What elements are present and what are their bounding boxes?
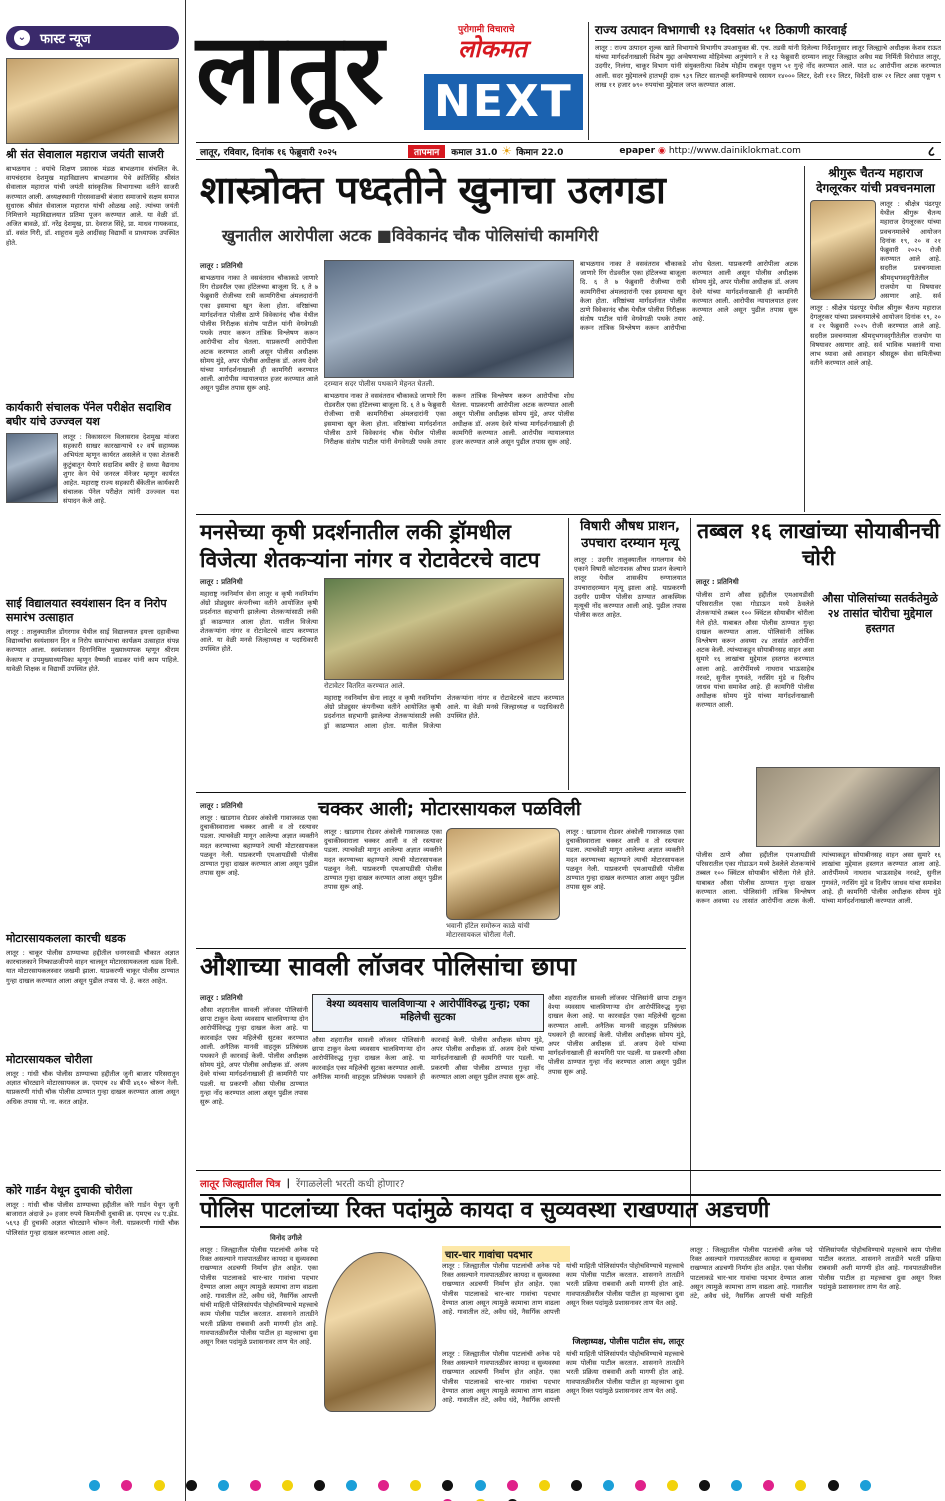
speaker-photo — [810, 200, 876, 300]
color-dot — [763, 1480, 774, 1491]
mns-headline: मनसेच्या कृषी प्रदर्शनातील लकी ड्रॉमधील विजेत्या शेतकऱ्यांना नांगर व रोटावेटरचे वाटप — [200, 520, 540, 572]
color-dot — [828, 1480, 839, 1491]
color-dot — [314, 1480, 325, 1491]
poison-story — [568, 518, 686, 790]
left-item-body: लातूर : तालुक्यातील डोंगरगाव येथील साई विद्यालयात इयत्ता दहावीच्या विद्यार्थ्यांचा स्वयंशासन दिन व निरोप समारंभाचा कार्यक्रम उत्साहात संपन्न करण्यात आला. स्वयंशासन दिनानिमित्त मुख्याध्यापक म्हणून श्रीराम केकाण व उपमुख्याध्यापिका म्हणून वैष्णवी वाडकर यांनी काम पाहिले. यावेळी शिक्षक व विद्यार्थी उपस्थित होते. — [6, 628, 179, 673]
color-dot — [442, 1480, 453, 1491]
left-item-title: मोटारसायकलला कारची धडक — [6, 932, 126, 945]
dizzy-body-1: लातूर : खाडगाव रोडवर अंकोली गावाजवळ एका दुचाकीस्वाराला चक्कर आली व तो रस्त्यावर पडला. त्याचवेळी मागून आलेल्या अज्ञात व्यक्तीने मदत करण्याच्या बहाण्याने त्याची मोटारसायकल पळवून नेली. याप्रकरणी एमआयडीसी पोलीस ठाण्यात गुन्हा दाखल करण्यात आला असून पुढील तपास सुरू आहे. — [200, 814, 318, 878]
dizzy-headline: चक्कर आली; मोटारसायकल पळविली — [318, 798, 581, 820]
soybean-story — [690, 518, 941, 1228]
feature-headline: पोलिस पाटलांच्या रिक्त पदांमुळे कायदा व सुव्यवस्था राखण्यात अडचणी — [200, 1194, 941, 1228]
dizzy-body-3: लातूर : खाडगाव रोडवर अंकोली गावाजवळ एका दुचाकीस्वाराला चक्कर आली व तो रस्त्यावर पडला. त्याचवेळी मागून आलेल्या अज्ञात व्यक्तीने मदत करण्याच्या बहाण्याने त्याची मोटारसायकल पळवून नेली. याप्रकरणी एमआयडीसी पोलीस ठाण्यात गुन्हा दाखल करण्यात आला असून पुढील तपास सुरू आहे. — [566, 828, 684, 892]
masthead-title: लातूर — [196, 13, 386, 125]
divider — [196, 1170, 941, 1171]
weather-label: तापमान — [408, 145, 445, 158]
soybean-body-2: पोलीस ठाणे औसा हद्दीतील एमआयडीसी परिसरातील एका गोडाऊन मध्ये ठेवलेले शेतकऱ्यांचे तब्बल १०० क्विंटल सोयाबीन चोरीला गेले होते. याबाबत औसा पोलीस ठाण्यात गुन्हा दाखल करण्यात आला. पोलिसांनी तांत्रिक विश्लेषण करून अवघ्या २४ तासांत आरोपींना अटक केली. त्यांच्याकडून सोयाबीनसह वाहन असा सुमारे १६ लाखांचा मुद्देमाल हस्तगत करण्यात आला आहे. आरोपींमध्ये नाथराव भाऊसाहेब नरवटे, सुनील गुणवंते, नरसिंग मुंडे व दिलीप जाधव यांचा समावेश आहे. ही कामगिरी पोलीस अधीक्षक सोमय मुंडे यांच्या मार्गदर्शनाखाली करण्यात आली. — [696, 851, 941, 906]
feature-quote-by: जिल्हाध्यक्ष, पोलीस पाटील संघ, लातूर — [572, 1337, 684, 1346]
lead-caption: दरम्यान सदर पोलीस पथकाने मेहनत घेतली. — [324, 380, 435, 388]
color-dot — [731, 1480, 742, 1491]
max-temp: कमाल 31.0 — [451, 147, 498, 158]
pravachan-body-side: लातूर : श्रीक्षेत्र पंढरपूर येथील श्रीगुरू चैतन्य महाराज देगलूरकर यांच्या प्रवचनमालेचे आयोजन दिनांक १९, २० व २१ फेब्रुवारी २०२५ रोजी करण्यात आले आहे. सदरील प्रवचनमाला श्रीमद्‌भगवद्‌गीतेतील राजयोग या विषयावर असणार आहे. सर्व — [880, 200, 941, 300]
person-photo — [6, 433, 58, 503]
left-item-body: लातूर : गांधी चौक पोलीस ठाण्याच्या हद्दीतील कोरे गार्डन येथून जुनी बाजारात अंदाजे ३० हजार रुपये किमतीची दुचाकी क्र. एमएच २४ ए.झेड. ५६९३ ही दुचाकी अज्ञात चोरट्याने चोरून नेली. याप्रकरणी गांधी चौक पोलिसांत गुन्हा दाखल करण्यात आला आहे. — [6, 1201, 179, 1237]
color-dot — [603, 1480, 614, 1491]
color-dot — [410, 1480, 421, 1491]
lead-body-col1: बाभळगाव नाका ते वसवंतराव चौकाकडे जाणारे रिंग रोडवरील एका हॉटेलच्या बाजूला दि. ६ ते ७ फेब्रुवारी रोजीच्या रात्री कामगिरीचा अंमलदारांनी एका इसमाचा खून केला होता. वरिष्ठांच्या मार्गदर्शनात पोलीस ठाणे विवेकानंद चौक येथील पोलीस निरीक्षक संतोष पाटील यांनी वेगवेगळी पथके तयार करून तांत्रिक विश्लेषण करून आरोपीचा शोध घेतला. याप्रकरणी आरोपीला अटक करण्यात आली असून पोलीस अधीक्षक सोमय मुंडे, अपर पोलीस अधीक्षक डॉ. अजय देवरे यांच्या मार्गदर्शनाखाली ही कामगिरी करण्यात आली. आरोपीस न्यायालयात हजर करण्यात आले असून पुढील तपास सुरू आहे. — [200, 274, 318, 393]
left-item-title: मोटारसायकल चोरीला — [6, 1053, 93, 1066]
color-dot — [795, 1480, 806, 1491]
pravachan-box — [804, 166, 941, 512]
banner-right: रेंगाळलेली भरती कधी होणार? — [296, 1179, 405, 1190]
color-dot — [282, 1480, 293, 1491]
feature-sub: चार-चार गावांचा पदभार — [442, 1246, 570, 1262]
registration-dots — [70, 1476, 890, 1492]
min-temp: किमान 22.0 — [516, 147, 564, 158]
color-dot — [667, 1480, 678, 1491]
lodge-body-3: औसा शहरातील सावली लॉजवर पोलिसांनी छापा टाकून वेश्या व्यवसाय चालविणाऱ्या दोन आरोपींविरुद्ध गुन्हा दाखल केला आहे. या कारवाईत एका महिलेची सुटका करण्यात आली. अनैतिक मानवी वाहतूक प्रतिबंधक पथकाने ही कारवाई केली. पोलीस अधीक्षक सोमय मुंडे, अपर पोलीस अधीक्षक डॉ. अजय देवरे यांच्या मार्गदर्शनाखाली ही कामगिरी पार पडली. या प्रकरणी औसा पोलीस ठाण्यात गुन्हा नोंद करण्यात आला असून पुढील तपास सुरू आहे. — [548, 994, 686, 1076]
mns-body-2: महाराष्ट्र नवनिर्माण सेना लातूर व कृषी नवनिर्माण ॲग्रो प्रोड्युसर कंपनीच्या वतीने आयोजित कृषी प्रदर्शनात सहभागी झालेल्या शेतकऱ्यांसाठी लकी ड्रॉ काढण्यात आला होता. यातील विजेत्या शेतकऱ्यांना नांगर व रोटावेटरचे वाटप करण्यात आले. या वेळी मनसे जिल्हाध्यक्ष व पदाधिकारी उपस्थित होते. — [324, 694, 564, 730]
brand-next: NEXT — [424, 74, 583, 130]
fast-news-label: फास्ट न्यूज — [40, 32, 91, 47]
lodge-body-2: औसा शहरातील सावली लॉजवर पोलिसांनी छापा टाकून वेश्या व्यवसाय चालविणाऱ्या दोन आरोपींविरुद्ध गुन्हा दाखल केला आहे. या कारवाईत एका महिलेची सुटका करण्यात आली. अनैतिक मानवी वाहतूक प्रतिबंधक पथकाने ही कारवाई केली. पोलीस अधीक्षक सोमय मुंडे, अपर पोलीस अधीक्षक डॉ. अजय देवरे यांच्या मार्गदर्शनाखाली ही कामगिरी पार पडली. या प्रकरणी औसा पोलीस ठाण्यात गुन्हा नोंद करण्यात आला असून पुढील तपास सुरू आहे. — [312, 1036, 544, 1081]
color-dot — [507, 1480, 518, 1491]
color-dot — [121, 1480, 132, 1491]
left-item-body: लातूर : विकासरत्न विलासराव देशमुख मांजरा सहकारी साखर कारखान्याचे १२ वर्ष सहाय्यक अभियंता म्हणून कार्यरत असलेले व एका शेतकरी कुटुंबातून येणारे सदाशिव बघीर हे सध्या वैद्यनाथ शुगर केन येथे जनरल मॅनेजर म्हणून कार्यरत आहेत. महाराष्ट्र राज्य सहकारी बँकेतील कार्यकारी संचालक पॅनेल परीक्षेत त्यांनी उज्ज्वल यश संपादन केले आहे. — [63, 433, 179, 506]
poison-body: लातूर : उदगीर तालुक्यातील नागलगाव येथे एकाने विषारी कोटनाशक औषध प्राशन केल्याने लातूर येथील शासकीय रुग्णालयात उपचारादरम्यान मृत्यू झाला आहे. याप्रकरणी उदगीर ग्रामीण पोलीस ठाण्यात आकस्मिक मृत्यूची नोंद करण्यात आली आहे. पुढील तपास पोलीस करत आहेत. — [574, 556, 686, 620]
left-item-title: कोरे गार्डन येथून दुचाकी चोरीला — [6, 1184, 133, 1197]
divider — [196, 514, 941, 515]
feature-body-4: लातूर : जिल्ह्यातील पोलीस पाटलांची अनेक पदे रिक्त असल्याने गावपातळीवर कायदा व सुव्यवस्था राखण्यात अडचणी निर्माण होत आहेत. एका पोलीस पाटलाकडे चार-चार गावांचा पदभार देण्यात आला असून त्यामुळे कामाचा ताण वाढला आहे. गावातील तंटे, अवैध धंदे, नैसर्गिक आपत्ती यांची माहिती पोलिसांपर्यंत पोहोचविण्याचे महत्त्वाचे काम पोलीस पाटील करतात. शासनाने तातडीने भरती प्रक्रिया राबवावी अशी मागणी होत आहे. गावपातळीवरील पोलीस पाटील हा महत्त्वाचा दुवा असून रिक्त पदांमुळे प्रशासनावर ताण येत आहे. — [690, 1246, 941, 1301]
lodge-byline: लातूर : प्रतिनिधी — [200, 994, 243, 1002]
divider — [196, 792, 686, 793]
color-dot — [635, 1480, 646, 1491]
color-dot — [699, 1480, 710, 1491]
soybean-byline: लातूर : प्रतिनिधी — [696, 578, 739, 586]
fast-news-tag — [6, 26, 179, 50]
banner-separator: | — [286, 1177, 291, 1189]
globe-icon: ◉ — [658, 146, 666, 156]
feature-body-2: लातूर : जिल्ह्यातील पोलीस पाटलांची अनेक पदे रिक्त असल्याने गावपातळीवर कायदा व सुव्यवस्था राखण्यात अडचणी निर्माण होत आहेत. एका पोलीस पाटलाकडे चार-चार गावांचा पदभार देण्यात आला असून त्यामुळे कामाचा ताण वाढला आहे. गावातील तंटे, अवैध धंदे, नैसर्गिक आपत्ती यांची माहिती पोलिसांपर्यंत पोहोचविण्याचे महत्त्वाचे काम पोलीस पाटील करतात. शासनाने तातडीने भरती प्रक्रिया राबवावी अशी मागणी होत आहे. गावपातळीवरील पोलीस पाटील हा महत्त्वाचा दुवा असून रिक्त पदांमुळे प्रशासनावर ताण येत आहे. — [442, 1262, 684, 1317]
mns-byline: लातूर : प्रतिनिधी — [200, 578, 243, 586]
lodge-body-1: औसा शहरातील सावली लॉजवर पोलिसांनी छापा टाकून वेश्या व्यवसाय चालविणाऱ्या दोन आरोपींविरुद्ध गुन्हा दाखल केला आहे. या कारवाईत एका महिलेची सुटका करण्यात आली. अनैतिक मानवी वाहतूक प्रतिबंधक पथकाने ही कारवाई केली. पोलीस अधीक्षक सोमय मुंडे, अपर पोलीस अधीक्षक डॉ. अजय देवरे यांच्या मार्गदर्शनाखाली ही कामगिरी पार पडली. या प्रकरणी औसा पोलीस ठाण्यात गुन्हा नोंद करण्यात आला असून पुढील तपास सुरू आहे. — [200, 1006, 308, 1107]
left-item-body: लातूर : गांधी चौक पोलीस ठाण्याच्या हद्दीतील जुनी बाजार परिसरातून अज्ञात चोरट्याने मोटारसायकल क्र. एमएच २४ बीपी ४६१० चोरून नेली. याप्रकरणी गांधी चौक पोलीस ठाण्यात गुन्हा दाखल करण्यात आला असून अधिक तपास पो. ना. करत आहेत. — [6, 1070, 179, 1106]
lodge-headline: औशाच्या सावली लॉजवर पोलिसांचा छापा — [200, 952, 577, 981]
color-dot — [346, 1480, 357, 1491]
feature-body-1: लातूर : जिल्ह्यातील पोलीस पाटलांची अनेक पदे रिक्त असल्याने गावपातळीवर कायदा व सुव्यवस्था राखण्यात अडचणी निर्माण होत आहेत. एका पोलीस पाटलाकडे चार-चार गावांचा पदभार देण्यात आला असून त्यामुळे कामाचा ताण वाढला आहे. गावातील तंटे, अवैध धंदे, नैसर्गिक आपत्ती यांची माहिती पोलिसांपर्यंत पोहोचविण्याचे महत्त्वाचे काम पोलीस पाटील करतात. शासनाने तातडीने भरती प्रक्रिया राबवावी अशी मागणी होत आहे. गावपातळीवरील पोलीस पाटील हा महत्त्वाचा दुवा असून रिक्त पदांमुळे प्रशासनावर ताण येत आहे. — [200, 1246, 318, 1347]
lead-strap: खुनातील आरोपीला अटक ■विवेकानंद चौक पोलिसांची कामगिरी — [222, 226, 599, 245]
paper-logo: लोकमत — [458, 35, 527, 63]
left-item-title: साई विद्यालयात स्वयंशासन दिन व निरोप समारंभ उत्साहात — [6, 597, 167, 624]
chevron-down-icon: ⌄ — [14, 30, 30, 46]
masthead-slogan: पुरोगामी विचाराचे — [458, 25, 515, 35]
color-dot — [250, 1480, 261, 1491]
brief-title: राज्य उत्पादन विभागाची १३ दिवसांत ५१ ठिकाणी कारवाई — [595, 22, 941, 41]
masthead — [196, 13, 586, 142]
dizzy-caption: भवानी हॉटेल समोरून काळे यांची मोटारसायकल चोरीला गेली. — [446, 922, 530, 939]
top-right-brief — [588, 22, 941, 140]
website-url[interactable]: http://www.dainiklokmat.com — [668, 146, 801, 156]
brief-body: लातूर : राज्य उत्पादन शुल्क खाते विभागाचे विभागीय उपआयुक्त बी. एच. तडवी यांनी दिलेल्या निर्देशानुसार लातूर जिल्ह्याचे अधीक्षक केशव राऊत यांच्या मार्गदर्शनाखाली विशेष मुद्दा अन्वेषणाच्या मोहिमेच्या अनुषंगाने १ ते १३ फेब्रुवारी दरम्यान लातूर जिल्ह्यात अवैध मद्य निर्मिती विरोधात लातूर, उदगीर, निलंगा, चाकूर विभाग यांनी संयुक्तरीत्या विशेष मोहीम राबवून एकूण ५१ गुन्हे नोंद करण्यात आले. यात ४८ आरोपींना अटक करण्यात आली. सदर मुद्देमालचे हातभट्टी दारू ९३९ लिटर सातभट्टी बनविण्याचे रसायन १४००० लिटर, देशी ११२ लिटर, विदेशी दारू २१ लिटर असा एकूण ९ लाख ११ हजार ७९० रुपयांचा मुद्देमाल जप्त करण्यात आला. — [595, 44, 941, 89]
left-column — [0, 0, 186, 1501]
soybean-body: पोलीस ठाणे औसा हद्दीतील एमआयडीसी परिसरातील एका गोडाऊन मध्ये ठेवलेले शेतकऱ्यांचे तब्बल १०० क्विंटल सोयाबीन चोरीला गेले होते. याबाबत औसा पोलीस ठाण्यात गुन्हा दाखल करण्यात आला. पोलिसांनी तांत्रिक विश्लेषण करून अवघ्या २४ तासांत आरोपींना अटक केली. त्यांच्याकडून सोयाबीनसह वाहन असा सुमारे १६ लाखांचा मुद्देमाल हस्तगत करण्यात आला आहे. आरोपींमध्ये नाथराव भाऊसाहेब नरवटे, सुनील गुणवंते, नरसिंग मुंडे व दिलीप जाधव यांचा समावेश आहे. ही कामगिरी पोलीस अधीक्षक सोमय मुंडे यांच्या मार्गदर्शनाखाली करण्यात आली. — [696, 591, 814, 710]
color-dot — [89, 1480, 100, 1491]
color-dot — [539, 1480, 550, 1491]
pravachan-title: श्रीगुरू चैतन्य महाराज देगलूरकर यांची प्रवचनमाला — [816, 166, 935, 195]
left-item-title: कार्यकारी संचालक पॅनेल परीक्षेत सदाशिव बघीर यांचे उज्ज्वल यश — [6, 401, 171, 428]
color-dot — [571, 1480, 582, 1491]
soybean-headline: तब्बल १६ लाखांच्या सोयाबीनची चोरी — [697, 519, 940, 570]
epaper-label: epaper — [619, 146, 656, 156]
lodge-byline-top: लातूर : प्रतिनिधी — [200, 802, 243, 810]
left-item-body: लातूर : चाकूर पोलीस ठाण्याच्या हद्दीतील धनगरवाडी चौकात अज्ञात कारचालकाने निष्काळजीपणे वाहन चालवून मोटारसायकलला धडक दिली. यात मोटारसायकलस्वार जखमी झाला. याप्रकरणी चाकूर पोलीस ठाण्यात गुन्हा दाखल करण्यात आला असून पुढील तपास पो. हे. करत आहेत. — [6, 949, 179, 985]
divider — [196, 948, 686, 949]
lead-body-col2: बाभळगाव नाका ते वसवंतराव चौकाकडे जाणारे रिंग रोडवरील एका हॉटेलच्या बाजूला दि. ६ ते ७ फेब्रुवारी रोजीच्या रात्री कामगिरीचा अंमलदारांनी एका इसमाचा खून केला होता. वरिष्ठांच्या मार्गदर्शनात पोलीस ठाणे विवेकानंद चौक येथील पोलीस निरीक्षक संतोष पाटील यांनी वेगवेगळी पथके तयार करून तांत्रिक विश्लेषण करून आरोपीचा शोध घेतला. याप्रकरणी आरोपीला अटक करण्यात आली असून पोलीस अधीक्षक सोमय मुंडे, अपर पोलीस अधीक्षक डॉ. अजय देवरे यांच्या मार्गदर्शनाखाली ही कामगिरी करण्यात आली. आरोपीस न्यायालयात हजर करण्यात आले असून पुढील तपास सुरू आहे. — [324, 392, 574, 447]
mns-body-1: महाराष्ट्र नवनिर्माण सेना लातूर व कृषी नवनिर्माण ॲग्रो प्रोड्युसर कंपनीच्या वतीने आयोजित कृषी प्रदर्शनात सहभागी झालेल्या शेतकऱ्यांसाठी लकी ड्रॉ काढण्यात आला होता. यातील विजेत्या शेतकऱ्यांना नांगर व रोटावेटरचे वाटप करण्यात आले. या वेळी मनसे जिल्हाध्यक्ष व पदाधिकारी उपस्थित होते. — [200, 590, 318, 654]
dateline-bar — [196, 142, 941, 160]
dateline: लातूर, रविवार, दिनांक १६ फेब्रुवारी २०२५ — [200, 147, 337, 158]
color-dot — [218, 1480, 229, 1491]
sun-icon: ☀ — [501, 144, 513, 158]
color-dot — [860, 1480, 871, 1491]
lead-headline: शास्त्रोक्त पध्दतीने खुनाचा उलगडा — [200, 168, 666, 212]
motorcycle-illustration — [446, 828, 560, 920]
lodge-boxed-headline: वेश्या व्यवसाय चालविणाऱ्या २ आरोपींविरुद्ध गुन्हा; एका महिलेची सुटका — [312, 994, 544, 1032]
left-item-title: श्री संत सेवालाल महाराज जयंती साजरी — [6, 148, 164, 161]
dizzy-body-2: लातूर : खाडगाव रोडवर अंकोली गावाजवळ एका दुचाकीस्वाराला चक्कर आली व तो रस्त्यावर पडला. त्याचवेळी मागून आलेल्या अज्ञात व्यक्तीने मदत करण्याच्या बहाण्याने त्याची मोटारसायकल पळवून नेली. याप्रकरणी एमआयडीसी पोलीस ठाण्यात गुन्हा दाखल करण्यात आला असून पुढील तपास सुरू आहे. — [324, 828, 442, 892]
feature-body-3: लातूर : जिल्ह्यातील पोलीस पाटलांची अनेक पदे रिक्त असल्याने गावपातळीवर कायदा व सुव्यवस्था राखण्यात अडचणी निर्माण होत आहेत. एका पोलीस पाटलाकडे चार-चार गावांचा पदभार देण्यात आला असून त्यामुळे कामाचा ताण वाढला आहे. गावातील तंटे, अवैध धंदे, नैसर्गिक आपत्ती यांची माहिती पोलिसांपर्यंत पोहोचविण्याचे महत्त्वाचे काम पोलीस पाटील करतात. शासनाने तातडीने भरती प्रक्रिया राबवावी अशी मागणी होत आहे. गावपातळीवरील पोलीस पाटील हा महत्त्वाचा दुवा असून रिक्त पदांमुळे प्रशासनावर ताण येत आहे. — [442, 1350, 684, 1405]
mns-caption: रोटावेटर वितरित करण्यात आले. — [324, 682, 405, 690]
feature-byline: विनोद उगीले — [270, 1234, 302, 1242]
left-item-body: बाभळगाव : वयांचे शिक्षण प्रसारक मंडळ बाभळगाव संचलित के. वायचंदराव देशमुख महाविद्यालय बाभळगाव येथे क्रांतिसिंह श्रीसंत सेवालाल महाराज यांची जयंती सांस्कृतिक विभागाच्या वतीने साजरी करण्यात आली. अध्यक्षस्थानी गोरसवाळची बंजारा समाजाचे सक्षम समाज सुधारक श्रीसंत सेवालाल महाराज यांची ओळख आहे. त्यांच्या जयंती निमित्ताने महाविद्यालयात प्रतिमा पूजन करण्यात आले. या वेळी डॉ. अजित बावळे, डॉ. नरेंद्र देशमुख, प्रा. देवराज सिंहे, प्रा. माधव गायकवाड, डॉ. वसंत गिरी, डॉ. शाहूराव मुळे आदींसह विद्यार्थी व प्राध्यापक उपस्थित होते. — [6, 165, 179, 247]
lead-photo — [324, 260, 574, 378]
soybean-kicker: औसा पोलिसांच्या सतर्कतेमुळे २४ तासांत चोरीचा मुद्देमाल हस्तगत — [822, 592, 938, 635]
color-dot — [186, 1480, 197, 1491]
color-dot — [475, 1480, 486, 1491]
truck-photo — [756, 767, 940, 847]
pravachan-body: लातूर : श्रीक्षेत्र पंढरपूर येथील श्रीगुरू चैतन्य महाराज देगलूरकर यांच्या प्रवचनमालेचे आयोजन दिनांक १९, २० व २१ फेब्रुवारी २०२५ रोजी करण्यात आले आहे. सदरील प्रवचनमाला श्रीमद्‌भगवद्‌गीतेतील राजयोग या विषयावर असणार आहे. सर्व भाविक भक्तांनी याचा लाभ घ्यावा असे आवाहन श्रीसद्गुरू सेवा समितीच्या वतीने करण्यात आले आहे. — [810, 304, 941, 368]
page-number: ८ — [927, 143, 935, 160]
left-photo-1 — [6, 58, 179, 144]
color-dot — [154, 1480, 165, 1491]
feature-banner — [200, 1174, 941, 1192]
banner-left: लातूर जिल्ह्यातील चित्र — [200, 1179, 281, 1190]
color-dot — [378, 1480, 389, 1491]
lead-body-col3: बाभळगाव नाका ते वसवंतराव चौकाकडे जाणारे रिंग रोडवरील एका हॉटेलच्या बाजूला दि. ६ ते ७ फेब्रुवारी रोजीच्या रात्री कामगिरीचा अंमलदारांनी एका इसमाचा खून केला होता. वरिष्ठांच्या मार्गदर्शनात पोलीस ठाणे विवेकानंद चौक येथील पोलीस निरीक्षक संतोष पाटील यांनी वेगवेगळी पथके तयार करून तांत्रिक विश्लेषण करून आरोपीचा शोध घेतला. याप्रकरणी आरोपीला अटक करण्यात आली असून पोलीस अधीक्षक सोमय मुंडे, अपर पोलीस अधीक्षक डॉ. अजय देवरे यांच्या मार्गदर्शनाखाली ही कामगिरी करण्यात आली. आरोपीस न्यायालयात हजर करण्यात आले असून पुढील तपास सुरू आहे. — [580, 260, 798, 333]
lead-byline: लातूर : प्रतिनिधी — [200, 262, 243, 270]
poison-headline: विषारी औषध प्राशन, उपचारा दरम्यान मृत्यू — [580, 519, 680, 551]
cartoon-illustration — [324, 1252, 436, 1412]
mns-photo — [324, 578, 564, 680]
